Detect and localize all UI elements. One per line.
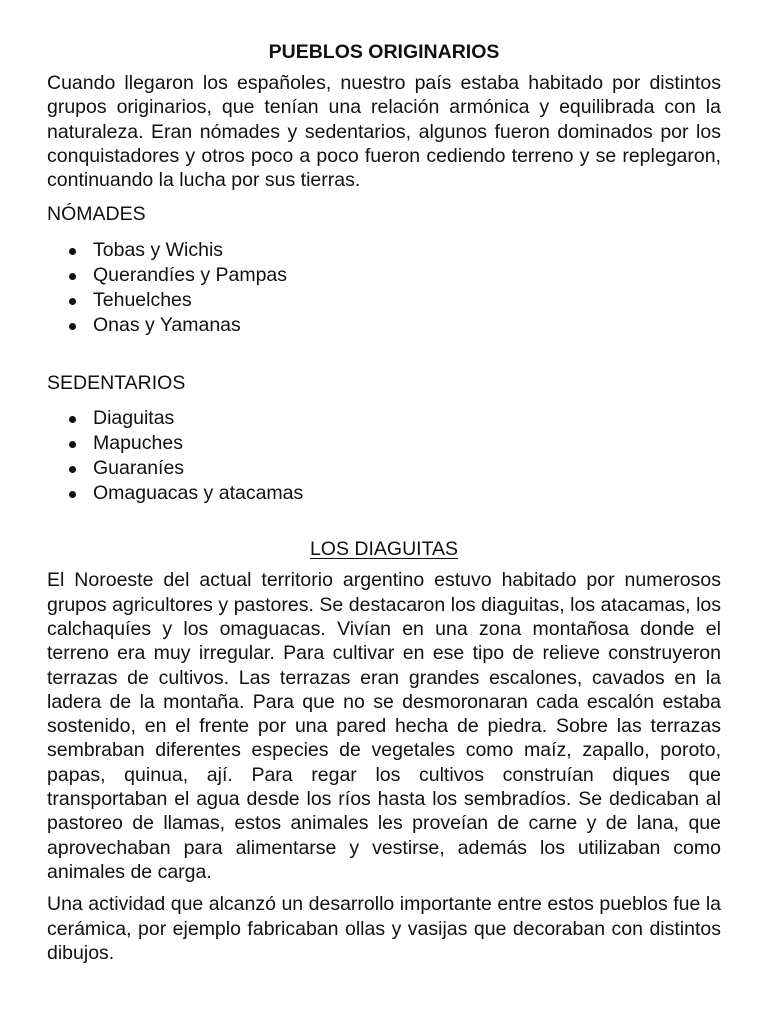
intro-paragraph: Cuando llegaron los españoles, nuestro país estaba habitado por distintos grupos originarios, que tenían una relación armónica y equilibrada con la naturaleza. Eran nómades y sedentarios, algunos fueron dominados por los conquistadores y otros poco a poco fueron cediendo terreno y se replegaron, continuando la lucha por sus tierras.	[47, 72, 721, 192]
list-item-label: Tobas y Wichis	[93, 238, 224, 261]
bullet-icon	[69, 466, 76, 473]
list-item-label: Guaraníes	[93, 457, 185, 480]
bullet-icon	[69, 248, 76, 255]
list-item-label: Querandíes y Pampas	[93, 263, 288, 286]
nomades-heading: NÓMADES	[47, 203, 146, 226]
diaguitas-paragraph-2: Una actividad que alcanzó un desarrollo importante entre estos pueblos fue la cerámica, por ejemplo fabricaban ollas y vasijas que decoraban con distintos dibujos.	[47, 893, 721, 964]
list-item	[69, 313, 721, 338]
bullet-icon	[69, 441, 76, 448]
bullet-icon	[69, 298, 76, 305]
list-item	[69, 263, 721, 288]
list-item	[69, 406, 721, 431]
list-item-label: Diaguitas	[93, 407, 175, 430]
list-item-label: Onas y Yamanas	[93, 313, 241, 336]
sedentarios-heading: SEDENTARIOS	[47, 371, 186, 394]
diaguitas-section-title: LOS DIAGUITAS	[309, 538, 459, 561]
list-item-label: Omaguacas y atacamas	[93, 482, 304, 505]
list-item-label: Mapuches	[93, 432, 183, 455]
list-item-label: Tehuelches	[93, 288, 192, 311]
list-item	[69, 288, 721, 313]
sedentarios-list	[47, 406, 721, 506]
list-item	[69, 456, 721, 481]
document-title: PUEBLOS ORIGINARIOS	[268, 41, 500, 63]
bullet-icon	[69, 273, 76, 280]
list-item	[69, 238, 721, 263]
bullet-icon	[69, 491, 76, 498]
diaguitas-paragraph-1: El Noroeste del actual territorio argentino estuvo habitado por numerosos grupos agricultores y pastores. Se destacaron los diaguitas, los atacamas, los calchaquíes y los omaguacas. Vivían en una zona montañosa donde el terreno era muy irregular. Para cultivar en ese tipo de relieve construyeron terrazas de cultivos. Las terrazas eran grandes escalones, cavados en la ladera de la montaña. Para que no se desmoronaran cada escalón estaba sostenido, en el frente por una pared hecha de piedra. Sobre las terrazas sembraban diferentes especies de vegetales como maíz, zapallo, poroto, papas, quinua, ají. Para regar los cultivos construían diques que transportaban el agua desde los ríos hasta los sembradíos. Se dedicaban al pastoreo de llamas, estos animales les proveían de carne y de lana, que aprovechaban para alimentarse y vestirse, además los utilizaban como animales de carga.	[47, 569, 721, 883]
bullet-icon	[69, 416, 76, 423]
bullet-icon	[69, 323, 76, 330]
nomades-list	[47, 238, 721, 338]
list-item	[69, 431, 721, 456]
list-item	[69, 481, 721, 506]
